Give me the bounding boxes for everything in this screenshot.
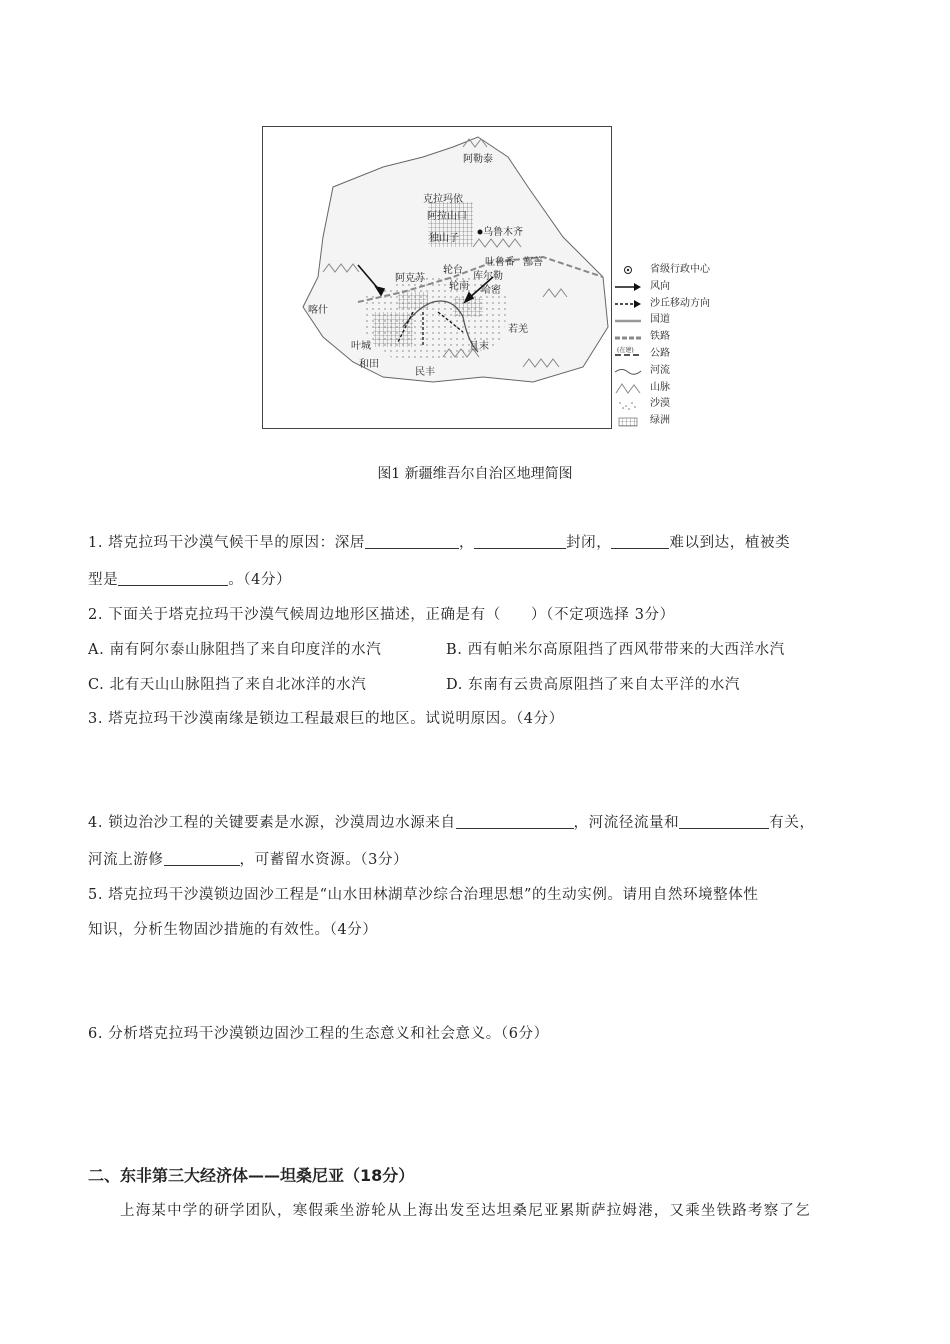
highway-note: (在建) — [617, 346, 634, 354]
label-altay: 阿勒泰 — [463, 154, 493, 165]
national-road-icon — [614, 315, 642, 327]
q1-blank-4[interactable] — [118, 571, 228, 586]
q4-text-b: ，河流径流量和 — [573, 815, 680, 831]
label-turpan: 吐鲁番 — [485, 257, 515, 268]
q1-blank-3[interactable] — [611, 534, 669, 549]
xinjiang-map — [262, 126, 612, 429]
label-lunnan: 轮南 — [449, 281, 469, 292]
q2-option-b[interactable]: B. 西有帕米尔高原阻挡了西风带带来的大西洋水汽 — [446, 642, 785, 658]
desert-icon — [614, 399, 642, 411]
oasis-icon — [614, 416, 642, 428]
legend-label: 沙丘移动方向 — [650, 297, 710, 309]
legend-label: 铁路 — [650, 331, 670, 343]
legend-label: 国道 — [650, 314, 670, 326]
label-dushanzi: 独山子 — [429, 233, 459, 244]
label-hotan: 和田 — [359, 359, 379, 370]
legend-item — [614, 380, 734, 397]
question-4-cont — [88, 848, 408, 869]
legend-item — [614, 396, 734, 413]
urumqi-dot — [478, 230, 483, 235]
legend-label: 省级行政中心 — [650, 264, 710, 275]
question-2: 2. 下面关于塔克拉玛干沙漠气候周边地形区描述，正确是有（ ）（不定项选择 3分） — [88, 607, 675, 623]
question-6: 6. 分析塔克拉玛干沙漠锁边固沙工程的生态意义和社会意义。（6分） — [88, 1026, 549, 1042]
legend-item — [614, 296, 734, 313]
question-4 — [88, 811, 815, 832]
legend-item — [614, 279, 734, 296]
section-2-intro: 上海某中学的研学团队，寒假乘坐游轮从上海出发至达坦桑尼亚累斯萨拉姆港，又乘坐铁路考察了乞 — [120, 1203, 811, 1219]
q1-text-d: 难以到达，植被类 — [669, 535, 791, 551]
q2-option-c[interactable]: C. 北有天山山脉阻挡了来自北冰洋的水汽 — [88, 677, 367, 693]
q1-blank-1[interactable] — [365, 534, 459, 549]
q4-text-a: 4. 锁边治沙工程的关键要素是水源，沙漠周边水源来自 — [88, 815, 456, 831]
label-kashgar: 喀什 — [308, 305, 328, 316]
legend-item — [614, 413, 734, 430]
label-minfeng: 民丰 — [415, 367, 435, 378]
q1-text-c: 封闭， — [566, 535, 612, 551]
legend-label: 绿洲 — [650, 415, 670, 427]
river-icon — [614, 365, 642, 377]
q1-blank-2[interactable] — [474, 534, 566, 549]
map-legend — [614, 262, 734, 430]
q1-text-a: 1. 塔克拉玛干沙漠气候干旱的原因：深居 — [88, 535, 365, 551]
label-korla: 库尔勒 — [473, 271, 503, 282]
question-5: 5. 塔克拉玛干沙漠锁边固沙工程是“山水田林湖草沙综合治理思想”的生动实例。请用自然环境整体性 — [88, 887, 759, 903]
q4-blank-1[interactable] — [456, 814, 574, 829]
label-ruoqiang: 若羌 — [508, 324, 528, 335]
question-1-cont — [88, 568, 291, 589]
legend-label: 山脉 — [650, 381, 670, 393]
label-yecheng: 叶城 — [351, 341, 371, 352]
map-drawing — [263, 127, 611, 428]
label-qiemo: 且末 — [469, 341, 489, 352]
label-luntai: 轮台 — [443, 265, 463, 276]
q2-option-d[interactable]: D. 东南有云贵高原阻挡了来自太平洋的水汽 — [446, 677, 740, 693]
legend-label: 沙漠 — [650, 398, 670, 410]
label-shanshan: 鄯善 — [523, 257, 543, 268]
q1-text-b: ， — [458, 535, 475, 551]
legend-label: 河流 — [650, 364, 670, 376]
q2-option-a[interactable]: A. 南有阿尔泰山脉阻挡了来自印度洋的水汽 — [88, 642, 382, 658]
q4-text-e: ，可蓄留水资源。（3分） — [239, 852, 409, 868]
capital-dot-icon — [614, 264, 642, 276]
label-aksu: 阿克苏 — [395, 273, 425, 284]
section-2-title: 二、东非第三大经济体——坦桑尼亚（18分） — [88, 1166, 415, 1185]
label-hami: 哈密 — [481, 285, 501, 296]
mountain-icon — [614, 382, 642, 394]
railway-icon — [614, 332, 642, 344]
legend-label: 风向 — [650, 280, 670, 292]
question-5-cont: 知识，分析生物固沙措施的有效性。（4分） — [88, 922, 378, 938]
q1-text-e: 型是 — [88, 572, 119, 588]
legend-item — [614, 346, 734, 363]
q4-text-d: 河流上游修 — [88, 852, 164, 868]
wind-arrow-icon — [614, 281, 642, 293]
dune-arrow-icon — [614, 298, 642, 310]
label-urumqi: 乌鲁木齐 — [483, 227, 523, 238]
question-3: 3. 塔克拉玛干沙漠南缘是锁边工程最艰巨的地区。试说明原因。（4分） — [88, 711, 564, 727]
q4-blank-2[interactable] — [679, 814, 769, 829]
q1-text-f: 。（4分） — [228, 572, 292, 588]
legend-item — [614, 312, 734, 329]
legend-item — [614, 363, 734, 380]
legend-label: 公路 — [650, 347, 670, 359]
q4-text-c: 有关， — [769, 815, 815, 831]
question-1 — [88, 531, 790, 552]
label-alashankou: 阿拉山口 — [427, 211, 467, 222]
figure-caption: 图1 新疆维吾尔自治区地理简图 — [377, 466, 573, 482]
legend-item — [614, 262, 734, 279]
label-karamay: 克拉玛依 — [423, 194, 463, 205]
q4-blank-3[interactable] — [164, 851, 240, 866]
